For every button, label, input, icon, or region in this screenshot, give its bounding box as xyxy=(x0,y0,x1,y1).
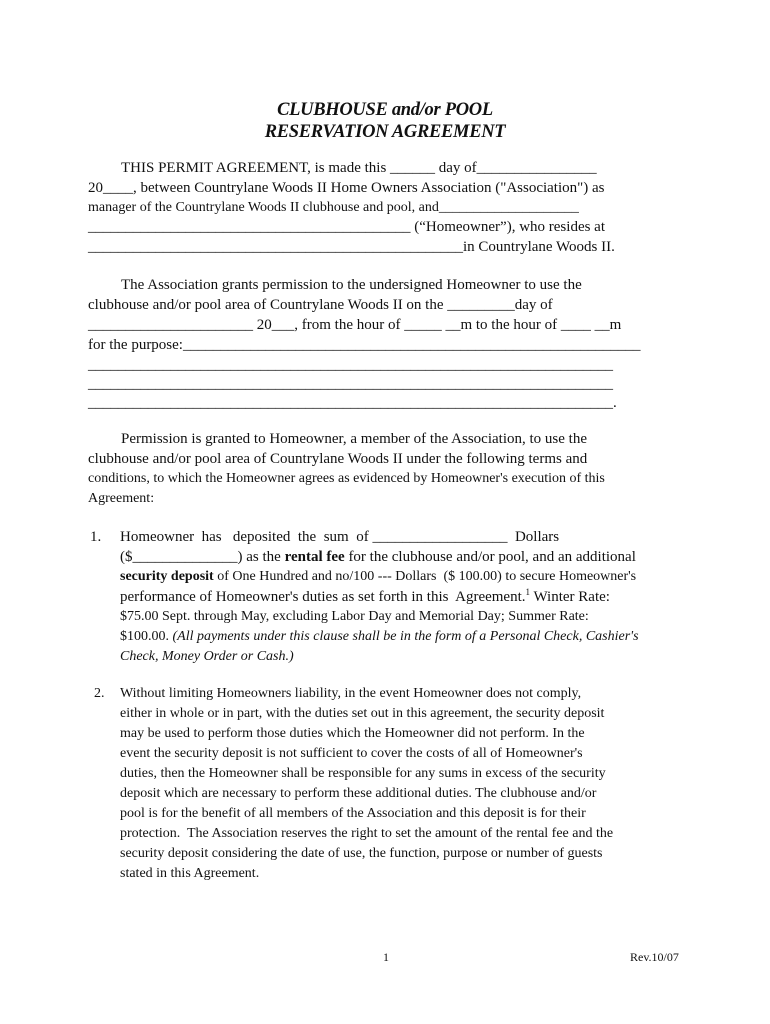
item-line: $75.00 Sept. through May, excluding Labor Day and Memorial Day; Summer Rate: xyxy=(120,609,589,624)
page-number: 1 xyxy=(383,950,389,964)
item-text: of One Hundred and no/100 --- Dollars ($ 100.00) to secure Homeowner's xyxy=(213,569,637,584)
item-line xyxy=(120,587,610,605)
intro-line: 20____, between Countrylane Woods II Home Owners Association ("Association") as xyxy=(88,180,605,196)
grant-line: for the purpose:_____________________________________________________________ xyxy=(88,337,641,353)
item-line: stated in this Agreement. xyxy=(120,866,260,881)
footnote-marker: 1 xyxy=(525,587,531,597)
security-deposit-term: security deposit xyxy=(120,569,214,584)
item-line: Check, Money Order or Cash.) xyxy=(120,649,294,664)
grant-line: The Association grants permission to the undersigned Homeowner to use the xyxy=(121,277,582,293)
permission-line: Agreement: xyxy=(88,491,155,506)
item-line: pool is for the benefit of all members of the Association and this deposit is for their xyxy=(120,806,586,821)
grant-line: ______________________ 20___, from the hour of _____ __m to the hour of ____ __m xyxy=(88,317,622,333)
document-title-line2: RESERVATION AGREEMENT xyxy=(264,122,506,142)
item-text: Winter Rate: xyxy=(530,589,610,605)
item-text: $100.00. xyxy=(120,629,173,644)
item-number: 2. xyxy=(94,686,105,701)
item-line: Homeowner has deposited the sum of __________________ Dollars xyxy=(120,529,560,545)
revision-label: Rev.10/07 xyxy=(630,950,679,964)
grant-line: clubhouse and/or pool area of Countrylane Woods II on the _________day of xyxy=(88,297,553,313)
rental-fee-term: rental fee xyxy=(284,549,345,565)
permission-line: conditions, to which the Homeowner agrees as evidenced by Homeowner's execution of this xyxy=(88,471,605,486)
intro-line: ___________________________________________ (“Homeowner”), who resides at xyxy=(88,219,606,235)
item-line xyxy=(120,630,639,644)
intro-line: manager of the Countrylane Woods II clubhouse and pool, and____________________ xyxy=(88,200,579,215)
item-number: 1. xyxy=(90,529,102,545)
item-line: either in whole or in part, with the duties set out in this agreement, the security deposit xyxy=(120,706,605,721)
item-line: may be used to perform those duties which the Homeowner did not perform. In the xyxy=(120,726,585,741)
item-line: duties, then the Homeowner shall be responsible for any sums in excess of the security xyxy=(120,766,606,781)
item-line: protection. The Association reserves the right to set the amount of the rental fee and the xyxy=(120,826,614,841)
intro-line: THIS PERMIT AGREEMENT, is made this ______ day of________________ xyxy=(121,160,597,176)
payment-note: (All payments under this clause shall be in the form of a Personal Check, Cashier's xyxy=(172,629,639,644)
document-title-line1: CLUBHOUSE and/or POOL xyxy=(277,100,493,120)
item-line xyxy=(120,570,636,584)
item-line xyxy=(120,550,636,565)
item-line: security deposit considering the date of use, the function, purpose or number of guests xyxy=(120,846,603,861)
permission-line: clubhouse and/or pool area of Countrylane Woods II under the following terms and xyxy=(88,451,588,467)
grant-line: ______________________________________________________________________ xyxy=(88,376,613,392)
intro-line: __________________________________________________in Countrylane Woods II. xyxy=(88,239,615,255)
item-line: Without limiting Homeowners liability, in the event Homeowner does not comply, xyxy=(120,686,582,701)
item-text: ($______________) as the xyxy=(120,549,285,565)
item-text: for the clubhouse and/or pool, and an additional xyxy=(344,549,636,565)
grant-line: ______________________________________________________________________. xyxy=(88,395,617,411)
item-line: deposit which are necessary to perform these additional duties. The clubhouse and/or xyxy=(120,786,597,801)
item-text: performance of Homeowner's duties as set forth in this Agreement. xyxy=(120,589,526,605)
item-line: event the security deposit is not sufficient to cover the costs of all of Homeowner's xyxy=(120,746,583,761)
grant-line: ______________________________________________________________________ xyxy=(88,357,613,373)
permission-line: Permission is granted to Homeowner, a member of the Association, to use the xyxy=(121,431,587,447)
